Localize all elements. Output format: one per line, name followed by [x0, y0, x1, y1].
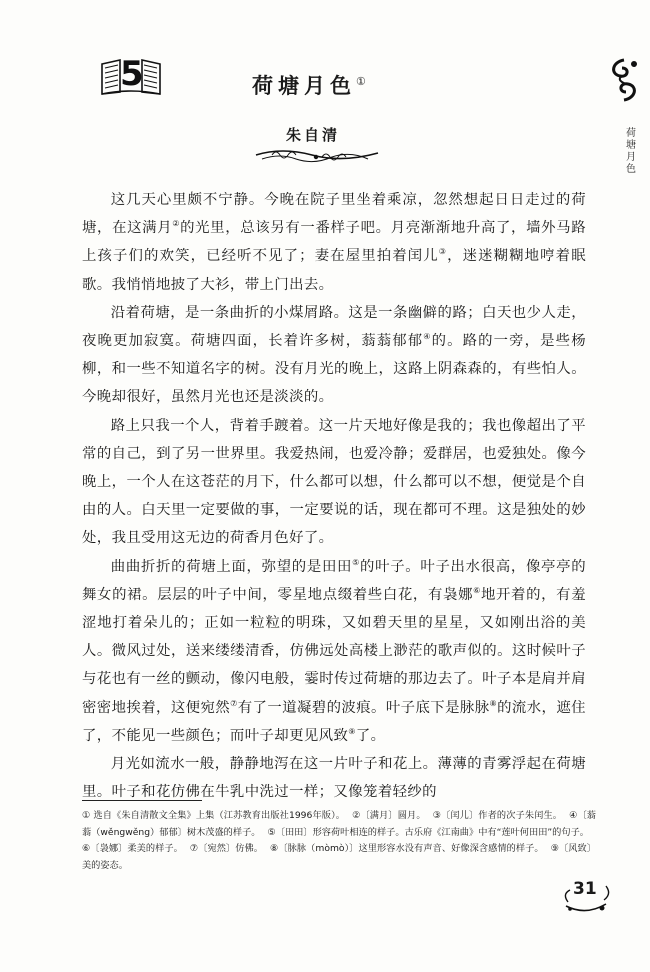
footnote-mark: ⑥: [473, 586, 481, 596]
paragraph-1: [82, 186, 586, 299]
footnote-mark: ③: [438, 247, 448, 257]
footnote-mark: ②: [172, 219, 181, 229]
footnote-8: ⑧〔脉脉（mòmò）〕这里形容水没有声音、好像深含感情的样子。: [270, 843, 544, 854]
text-run: 路上只我一个人，背着手踱着。这一片天地好像是我的；我也像超出了平常的自己，到了另一世界里。我爱热闹，也爱冷静；爱群居，也爱独处。像今晚上，一个人在这苍茫的月下，什么都可以想，什么都可以不想，便觉是个自由的人。白天里一定要做的事，一定要说的话，现在都可不理。这是独处的妙处，我且受用这无边的荷香月色好了。: [82, 417, 586, 547]
page-number: 31: [573, 879, 597, 899]
text-run: 的光里，总该另有一番样子吧。月亮渐渐地升高了，墙外马路上孩子们的欢笑，已经听不见了；妻在屋里拍着闰儿: [82, 220, 586, 265]
text-run: 有了一道凝碧的波痕。叶子底下是脉脉: [237, 699, 490, 716]
text-run: 这几天心里颇不宁静。今晚在院子里坐着乘凉，忽然想起日日走过的荷塘，在这满月: [82, 192, 586, 237]
text-run: 了。: [355, 727, 386, 744]
footnote-divider: [82, 800, 202, 801]
footnote-3: ③〔闰儿〕作者的次子朱闰生。: [432, 810, 563, 821]
author-ornament-icon: [252, 145, 382, 167]
lesson-number: 5: [120, 54, 144, 94]
text-run: 月光如流水一般，静静地泻在这一片叶子和花上。薄薄的青雾浮起在荷塘里。叶子和花仿佛在牛乳中洗过一样；又像笼着轻纱的: [82, 756, 586, 801]
author-name: 朱自清: [286, 126, 341, 144]
footnote-4: ④〔蓊蓊（wěngwěng）郁郁〕树木茂盛的样子。: [82, 810, 596, 838]
paragraph-5: [82, 750, 586, 806]
footnote-5: ⑤〔田田〕形容荷叶相连的样子。古乐府《江南曲》中有“莲叶何田田”的句子。: [267, 826, 589, 838]
corner-flourish-icon: [606, 56, 642, 104]
paragraph-4: [82, 553, 586, 750]
title-text: 荷塘月色: [252, 73, 356, 98]
paragraph-2: [82, 299, 586, 412]
footnote-mark: ⑧: [489, 698, 498, 708]
article-body: [82, 186, 586, 806]
footnote-mark: ⑤: [352, 557, 361, 567]
text-run: 的流水，遮住了，不能见一些颜色；而叶子却更见风致: [82, 699, 586, 744]
title-footnote-mark: ①: [356, 75, 366, 88]
lesson-badge-icon: [100, 56, 162, 96]
footnote-mark: ⑨: [348, 727, 356, 737]
paragraph-3: [82, 412, 586, 553]
footnote-9: ⑨〔风致〕美的姿态。: [82, 843, 596, 871]
page-number-ornament-icon: [560, 876, 612, 916]
text-run: ，迷迷糊糊地哼着眠歌。我悄悄地披了大衫，带上门出去。: [82, 248, 586, 293]
text-run: 曲曲折折的荷塘上面，弥望的是田田: [110, 558, 353, 575]
footnote-mark: ⑦: [230, 698, 238, 708]
footnote-mark: ④: [423, 332, 432, 342]
side-running-title: 荷塘月色: [626, 128, 636, 175]
text-run: 的叶子。叶子出水很高，像亭亭的舞女的裙。层层的叶子中间，零星地点缀着些白花，有袅娜: [82, 558, 586, 603]
page-title: [252, 70, 366, 100]
footnotes: [82, 808, 596, 874]
footnote-2: ②〔满月〕圆月。: [352, 810, 426, 821]
text-run: 地开着的，有羞涩地打着朵儿的；正如一粒粒的明珠，又如碧天里的星星，又如刚出浴的美人。微风过处，送来缕缕清香，仿佛远处高楼上渺茫的歌声似的。这时候叶子与花也有一丝的颤动，像闪电般，霎时传过荷塘的那边去了。叶子本是肩并肩密密地挨着，这便宛然: [82, 586, 586, 716]
footnote-7: ⑦〔宛然〕仿佛。: [189, 843, 264, 854]
footnote-6: ⑥〔袅娜〕柔美的样子。: [82, 843, 183, 854]
text-run: 沿着荷塘，是一条曲折的小煤屑路。这是一条幽僻的路；白天也少人走，夜晚更加寂寞。荷塘四面，长着许多树，蓊蓊郁郁: [82, 304, 586, 350]
text-run: 的。路的一旁，是些杨柳，和一些不知道名字的树。没有月光的晚上，这路上阴森森的，有些怕人。今晚却很好，虽然月光也还是淡淡的。: [82, 333, 586, 406]
footnote-1: ① 选自《朱自清散文全集》上集（江苏教育出版社1996年版）。: [82, 810, 346, 821]
